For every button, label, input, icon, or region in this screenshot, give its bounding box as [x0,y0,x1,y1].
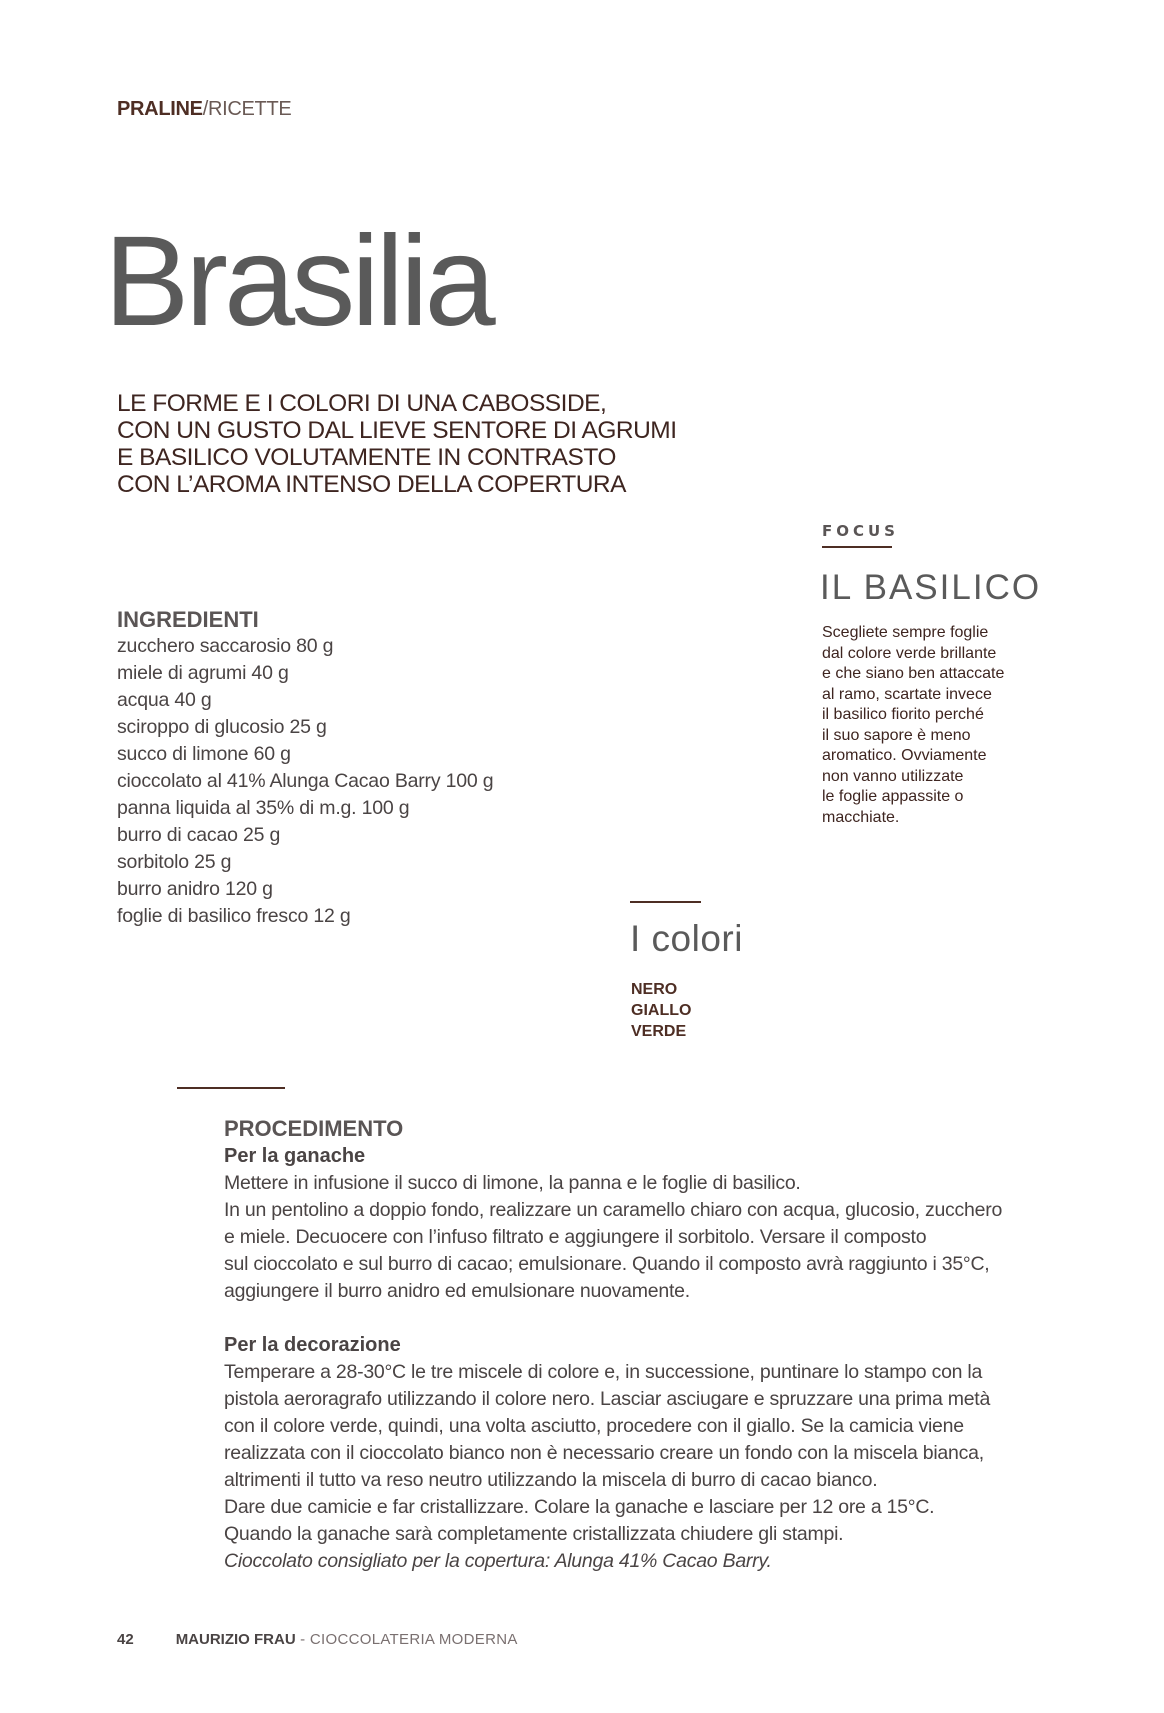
procedure-line: Quando la ganache sarà completamente cristallizzata chiudere gli stampi. [224,1523,844,1545]
procedure-line: e miele. Decuocere con l’infuso filtrato e aggiungere il sorbitolo. Versare il composto [224,1226,927,1248]
section-breadcrumb [117,98,291,121]
recipe-title: Brasilia [104,210,492,353]
section-sub: /RICETTE [202,98,292,120]
section-name: PRALINE [117,98,203,120]
procedure-line: Dare due camicie e far cristallizzare. Colare la ganache e lasciare per 12 ore a 15°C. [224,1496,935,1518]
colors-title: I colori [630,918,743,959]
ingredients-section [117,607,637,930]
ingredient-item: cioccolato al 41% Alunga Cacao Barry 100 g [117,770,494,792]
footer-book-title: - CIOCCOLATERIA MODERNA [295,1631,518,1648]
procedure-line: aggiungere il burro anidro ed emulsionare nuovamente. [224,1280,690,1302]
recipe-subtitle [117,390,737,498]
subtitle-line: CON L’AROMA INTENSO DELLA COPERTURA [117,471,626,498]
ingredients-list [117,633,637,930]
focus-line-text: al ramo, scartate invece [822,685,992,703]
subtitle-line: E BASILICO VOLUTAMENTE IN CONTRASTO [117,444,616,471]
procedure-divider [177,1087,285,1089]
focus-line-text: il suo sapore è meno [822,726,971,744]
footer-author: MAURIZIO FRAU [175,1631,296,1648]
focus-line-text: macchiate. [822,808,900,826]
decoration-subheading: Per la decorazione [224,1334,401,1356]
ingredient-item: sorbitolo 25 g [117,851,232,873]
focus-divider [822,546,892,548]
ingredient-item: sciroppo di glucosio 25 g [117,716,327,738]
procedure-line: pistola aeroragrafo utilizzando il colore nero. Lasciar asciugare e spruzzare una prima metà [224,1388,991,1410]
color-item: NERO [631,981,678,998]
page-number: 42 [117,1631,134,1648]
focus-text [822,623,1062,828]
page-footer [117,1631,518,1648]
focus-line-text: le foglie appassite o [822,788,964,805]
ganache-subheading: Per la ganache [224,1145,366,1167]
ingredient-item: burro anidro 120 g [117,878,273,900]
ingredient-item: succo di limone 60 g [117,743,291,765]
subtitle-line: LE FORME E I COLORI DI UNA CABOSSIDE, [117,390,607,417]
procedure-line: sul cioccolato e sul burro di cacao; emulsionare. Quando il composto avrà raggiunto i 35°C, [224,1253,990,1275]
ingredients-heading: INGREDIENTI [117,607,259,632]
colors-list [631,979,691,1042]
procedure-heading: PROCEDIMENTO [224,1116,404,1141]
ingredient-item: burro di cacao 25 g [117,824,281,846]
focus-line-text: Scegliete sempre foglie [822,624,989,641]
focus-line-text: dal colore verde brillante [822,644,997,662]
procedure-line: con il colore verde, quindi, una volta asciutto, procedere con il giallo. Se la camicia viene [224,1415,964,1437]
color-item: VERDE [631,1023,687,1040]
ingredient-item: panna liquida al 35% di m.g. 100 g [117,797,410,819]
procedure-line: Temperare a 28-30°C le tre miscele di colore e, in successione, puntinare lo stampo con la [224,1361,983,1383]
ingredient-item: foglie di basilico fresco 12 g [117,905,351,927]
focus-line-text: il basilico fiorito perché [822,706,984,723]
procedure-line: Mettere in infusione il succo di limone, la panna e le foglie di basilico. [224,1172,801,1194]
focus-title: IL BASILICO [820,568,1042,607]
procedure-section [224,1115,1064,1575]
focus-label: FOCUS [822,522,899,540]
chocolate-recommendation: Cioccolato consigliato per la copertura: Alunga 41% Cacao Barry. [224,1550,772,1572]
paragraph-gap [224,1305,1064,1332]
procedure-line: In un pentolino a doppio fondo, realizzare un caramello chiaro con acqua, glucosio, zucchero [224,1199,1003,1221]
ingredient-item: zucchero saccarosio 80 g [117,635,334,657]
procedure-line: realizzata con il cioccolato bianco non è necessario creare un fondo con la miscela bianca, [224,1442,984,1464]
procedure-line: altrimenti il tutto va reso neutro utilizzando la miscela di burro di cacao bianco. [224,1469,878,1491]
focus-line-text: aromatico. Ovviamente [822,747,987,764]
focus-line-text: non vanno utilizzate [822,767,964,785]
colors-divider [630,901,701,903]
ingredient-item: miele di agrumi 40 g [117,662,289,684]
focus-line-text: e che siano ben attaccate [822,665,1005,682]
subtitle-line: CON UN GUSTO DAL LIEVE SENTORE DI AGRUMI [117,417,677,444]
ingredient-item: acqua 40 g [117,689,212,711]
color-item: GIALLO [631,1002,692,1019]
